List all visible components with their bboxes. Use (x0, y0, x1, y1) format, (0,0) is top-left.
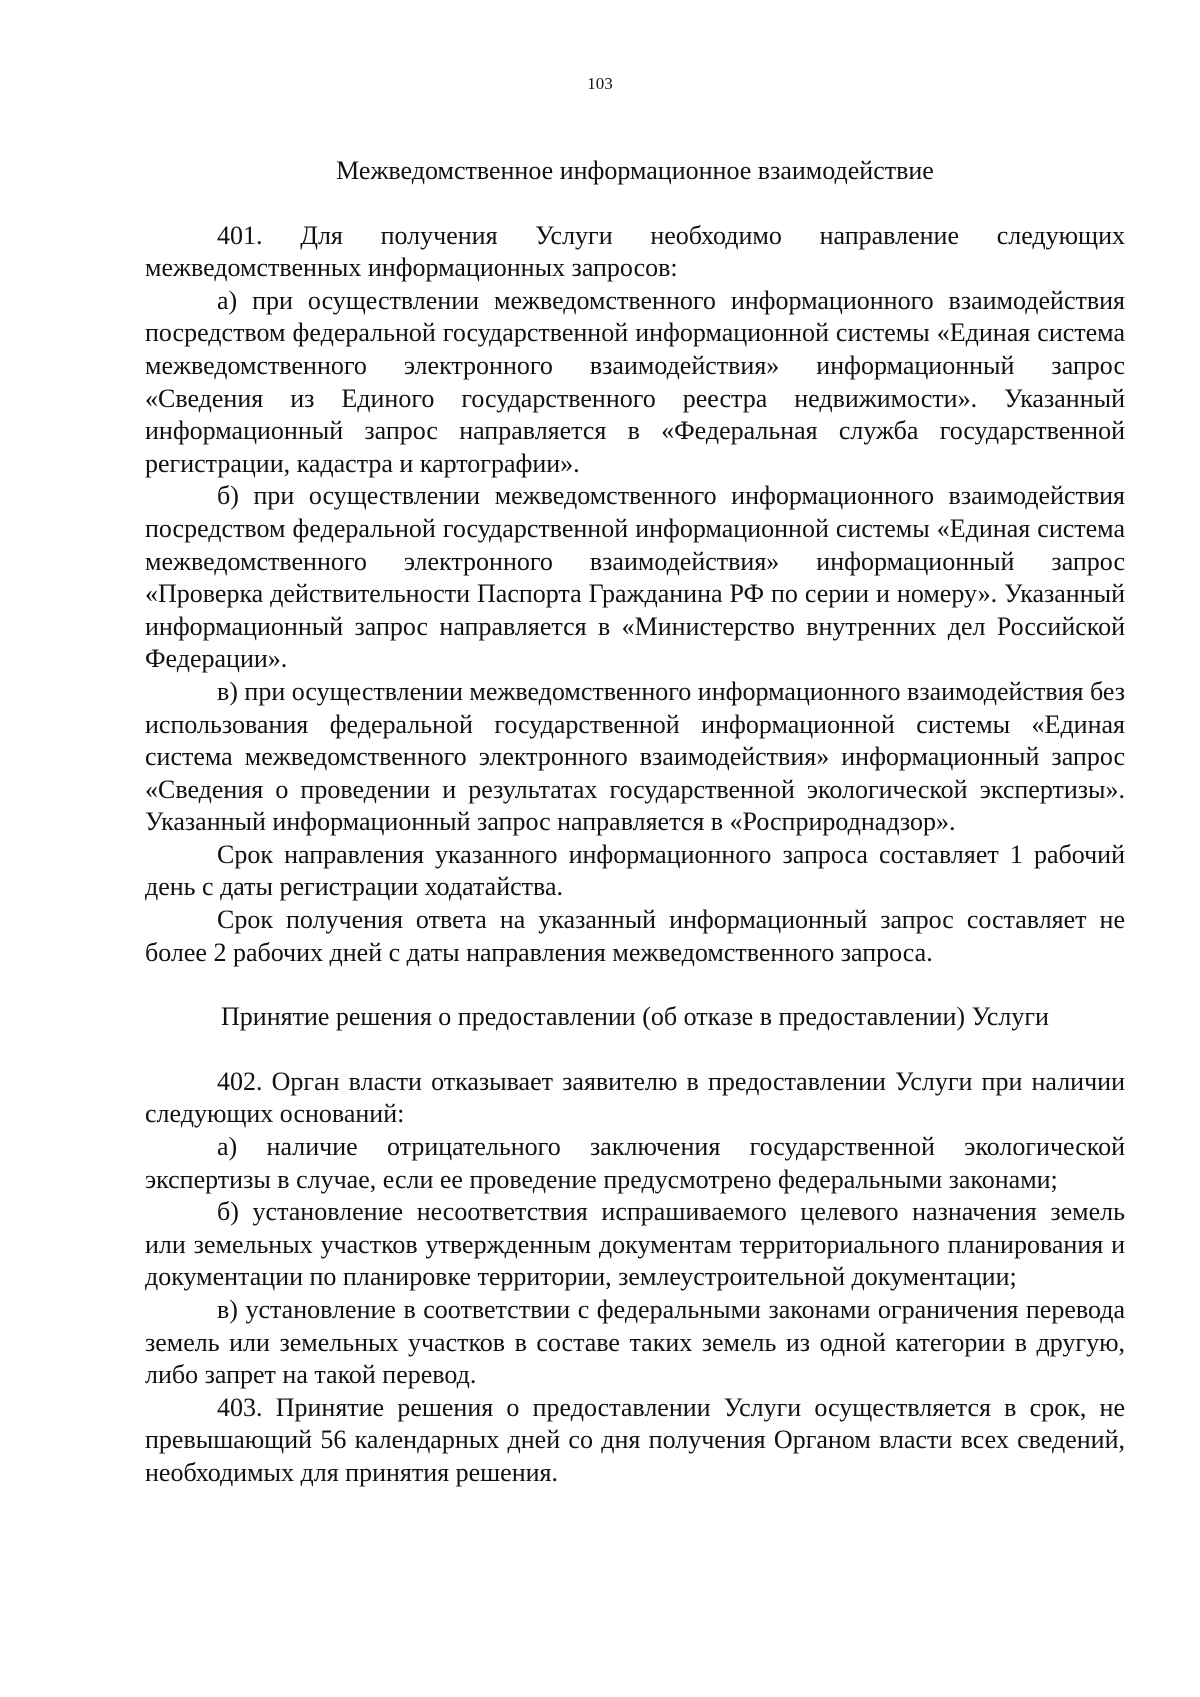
paragraph-402-a: а) наличие отрицательного заключения государственной экологической экспертизы в случае, если ее проведение предусмотрено федеральными законами; (145, 1132, 1125, 1194)
paragraph-402-v: в) установление в соответствии с федеральными законами ограничения перевода земель или земельных участков в составе таких земель из одной категории в другую, либо запрет на такой перевод. (145, 1295, 1125, 1390)
section-heading-interagency: Межведомственное информационное взаимодействие (336, 156, 934, 185)
document-body (145, 155, 1125, 1490)
paragraph-request-deadline: Срок направления указанного информационного запроса составляет 1 рабочий день с даты регистрации ходатайства. (145, 839, 1125, 902)
page-number: 103 (587, 74, 613, 93)
paragraph-403: 403. Принятие решения о предоставлении Услуги осуществляется в срок, не превышающий 56 календарных дней со дня получения Органом власти всех сведений, необходимых для принятия решения. (145, 1392, 1125, 1487)
paragraph-401-a: а) при осуществлении межведомственного информационного взаимодействия посредством федеральной государственной информационной системы «Единая система межведомственного электронного взаимодействия» информационный запрос «Сведения из Единого государственного реестра недвижимости». Указанный информационный запрос направляется в «Федеральная служба государственной регистрации, кадастра и картографии». (145, 285, 1125, 478)
paragraph-response-deadline: Срок получения ответа на указанный информационный запрос составляет не более 2 рабочих дней с даты направления межведомственного запроса. (145, 905, 1125, 967)
paragraph-401-v: в) при осуществлении межведомственного информационного взаимодействия без использования федеральной государственной информационной системы «Единая система межведомственного электронного взаимодействия» информационный запрос «Сведения о проведении и результатах государственной экологической экспертизы». Указанный информационный запрос направляется в «Росприроднадзор». (145, 676, 1126, 837)
paragraph-401: 401. Для получения Услуги необходимо направление следующих межведомственных информационных запросов: (145, 220, 1125, 283)
paragraph-401-b: б) при осуществлении межведомственного информационного взаимодействия посредством федеральной государственной информационной системы «Единая система межведомственного электронного взаимодействия» информационный запрос «Проверка действительности Паспорта Гражданина РФ по серии и номеру». Указанный информационный запрос направляется в «Министерство внутренних дел Российской Федерации». (145, 481, 1125, 674)
section-heading-decision: Принятие решения о предоставлении (об отказе в предоставлении) Услуги (221, 1002, 1049, 1032)
paragraph-402-b: б) установление несоответствия испрашиваемого целевого назначения земель или земельных участков утвержденным документам территориального планирования и документации по планировке территории, землеустроительной документации; (145, 1197, 1125, 1292)
paragraph-402: 402. Орган власти отказывает заявителю в предоставлении Услуги при наличии следующих оснований: (145, 1066, 1125, 1129)
